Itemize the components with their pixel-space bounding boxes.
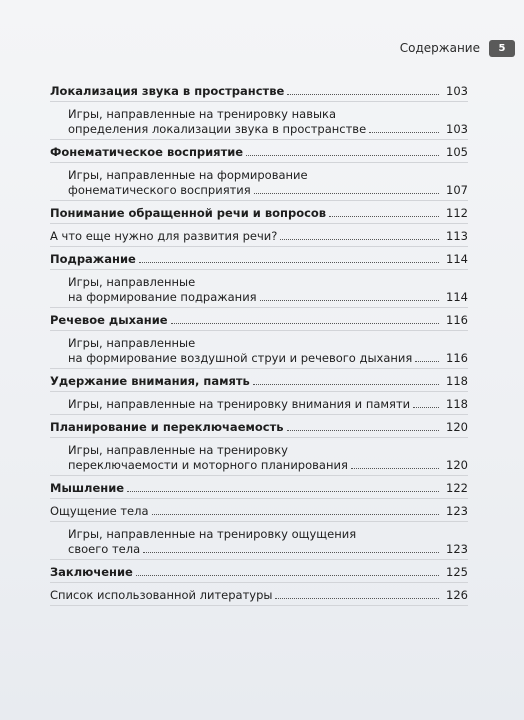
table-of-contents: [50, 84, 468, 606]
toc-leader-dots: [329, 216, 439, 217]
toc-entry-title: Игры, направленные на тренировку внимания и памяти: [68, 397, 411, 411]
toc-entry: [50, 183, 468, 201]
toc-page-number: 103: [446, 84, 468, 98]
toc-entry-title: Подражание: [50, 252, 136, 266]
toc-leader-dots: [136, 575, 439, 576]
toc-entry-title: А что еще нужно для развития речи?: [50, 229, 278, 243]
toc-page-number: 116: [446, 313, 468, 327]
toc-entry-title: на формирование подражания: [68, 290, 257, 304]
running-header-title: Содержание: [399, 41, 480, 55]
toc-leader-dots: [351, 468, 439, 469]
toc-entry: [50, 122, 468, 140]
toc-leader-dots: [246, 155, 439, 156]
toc-entry-title: определения локализации звука в пространстве: [68, 122, 367, 136]
toc-entry-title: Игры, направленные на тренировку ощущения: [68, 527, 357, 541]
toc-leader-dots: [143, 552, 439, 553]
toc-page-number: 123: [446, 542, 468, 556]
toc-entry-title: Речевое дыхание: [50, 313, 168, 327]
toc-entry: [50, 481, 468, 499]
toc-page-number: 116: [446, 351, 468, 365]
toc-entry-title: Удержание внимания, память: [50, 374, 250, 388]
toc-page-number: 105: [446, 145, 468, 159]
toc-page-number: 120: [446, 458, 468, 472]
toc-leader-dots: [287, 94, 439, 95]
toc-entry: [50, 504, 468, 522]
toc-entry-title: Игры, направленные на тренировку навыка: [68, 107, 337, 121]
toc-entry-title: Фонематическое восприятие: [50, 145, 244, 159]
toc-entry: [50, 336, 468, 351]
toc-page-number: 114: [446, 290, 468, 304]
toc-entry: [50, 443, 468, 458]
toc-entry-title: на формирование воздушной струи и речевого дыхания: [68, 351, 413, 365]
toc-page-number: 112: [446, 206, 468, 220]
toc-entry: [50, 107, 468, 122]
toc-entry-title: Мышление: [50, 481, 125, 495]
toc-leader-dots: [254, 193, 439, 194]
toc-entry: [50, 374, 468, 392]
toc-leader-dots: [152, 514, 440, 515]
toc-page-number: 125: [446, 565, 468, 579]
toc-entry: [50, 458, 468, 476]
toc-page-number: 114: [446, 252, 468, 266]
toc-entry-title: Игры, направленные: [68, 336, 196, 350]
toc-page-number: 113: [446, 229, 468, 243]
toc-entry: [50, 275, 468, 290]
toc-page-number: 120: [446, 420, 468, 434]
toc-entry: [50, 313, 468, 331]
toc-page-number: 118: [446, 397, 468, 411]
toc-leader-dots: [275, 598, 439, 599]
toc-entry-title: своего тела: [68, 542, 141, 556]
toc-entry: [50, 168, 468, 183]
toc-leader-dots: [413, 407, 439, 408]
toc-entry: [50, 565, 468, 583]
toc-leader-dots: [260, 300, 439, 301]
toc-page-number: 122: [446, 481, 468, 495]
toc-leader-dots: [280, 239, 439, 240]
toc-page-number: 123: [446, 504, 468, 518]
toc-entry-title: Игры, направленные на формирование: [68, 168, 308, 182]
toc-entry: [50, 229, 468, 247]
toc-entry-title: переключаемости и моторного планирования: [68, 458, 348, 472]
page-number-badge: 5: [489, 40, 515, 57]
toc-leader-dots: [253, 384, 439, 385]
toc-entry-title: Игры, направленные: [68, 275, 196, 289]
toc-entry: [50, 252, 468, 270]
toc-entry-title: Заключение: [50, 565, 133, 579]
toc-leader-dots: [369, 132, 439, 133]
toc-entry: [50, 420, 468, 438]
toc-page-number: 118: [446, 374, 468, 388]
toc-entry-title: фонематического восприятия: [68, 183, 251, 197]
toc-entry-title: Планирование и переключаемость: [50, 420, 284, 434]
toc-entry: [50, 397, 468, 415]
toc-entry: [50, 84, 468, 102]
toc-entry: [50, 351, 468, 369]
toc-entry: [50, 542, 468, 560]
toc-entry-title: Понимание обращенной речи и вопросов: [50, 206, 327, 220]
toc-leader-dots: [287, 430, 439, 431]
toc-entry-title: Локализация звука в пространстве: [50, 84, 285, 98]
toc-leader-dots: [139, 262, 439, 263]
toc-page-number: 107: [446, 183, 468, 197]
toc-leader-dots: [415, 361, 439, 362]
toc-leader-dots: [127, 491, 439, 492]
toc-entry-title: Игры, направленные на тренировку: [68, 443, 288, 457]
toc-entry: [50, 527, 468, 542]
toc-entry: [50, 206, 468, 224]
toc-entry-title: Список использованной литературы: [50, 588, 273, 602]
toc-entry: [50, 290, 468, 308]
toc-page-number: 103: [446, 122, 468, 136]
toc-entry-title: Ощущение тела: [50, 504, 149, 518]
toc-entry: [50, 145, 468, 163]
toc-page-number: 126: [446, 588, 468, 602]
toc-leader-dots: [171, 323, 439, 324]
toc-entry: [50, 588, 468, 606]
